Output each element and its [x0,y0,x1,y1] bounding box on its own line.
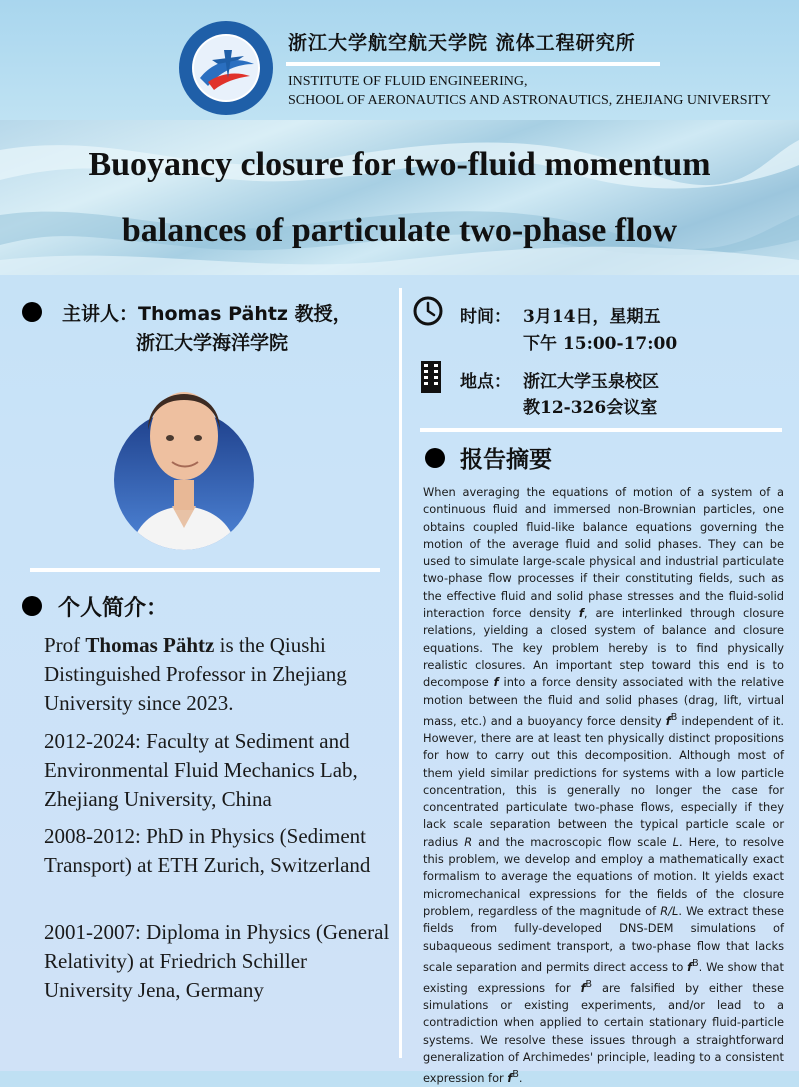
symbol-fB: f [507,1070,513,1085]
title-banner [0,120,799,275]
superscript-B: B [512,1069,519,1081]
speaker-name: 主讲人：Thomas Pähtz 教授， [62,303,352,325]
abstract-segment: are falsified by either these simulations or existing experiments, and/or lead to a contradiction when applied to certain stationary fluid-particle systems. We resolve these issues through a straightforward generalization of Archimedes' principle, leading to a consistent expression for [423,980,784,1085]
symbol-fB: f [687,959,693,974]
abstract-segment: into a force density associated with the relative motion between the fluid and solid phases (drag, lift, virtual mass, etc.) and a buoyancy force density [423,675,784,728]
institute-name-en-line1: INSTITUTE OF FLUID ENGINEERING, [288,74,528,89]
column-divider [399,288,402,1058]
bio-heading: 个人简介： [58,596,169,621]
bio-paragraph-4: 2001-2007: Diploma in Physics (General Relativity) at Friedrich Schiller University Jena, Germany [44,920,390,1002]
bullet-icon [22,302,42,322]
bio-text: is the Qiushi Distinguished Professor in Zhejiang University since 2023. [44,633,347,715]
symbol-f: f [578,606,584,621]
time-date: 3月14日，星期五 [523,307,661,327]
bio-paragraph-1 [44,631,390,718]
abstract-segment: . We extract these fields from fully-developed DNS-DEM simulations of subaqueous sediment transport, a two-phase flow that lacks scale separation and permits direct access to [423,903,784,974]
talk-title-line1: Buoyancy closure for two-fluid momentum [88,146,711,183]
speaker-affiliation: 浙江大学海洋学院 [136,332,289,354]
superscript-B: B [670,711,678,723]
symbol-fB: f [580,980,586,995]
clock-icon [413,296,443,326]
symbol-R-over-L: R/L [660,903,679,918]
symbol-f: f [493,675,499,690]
location-label: 地点： [460,372,511,392]
bio-speaker-name: Thomas Pähtz [85,633,215,657]
location-room: 教12-326会议室 [523,398,658,418]
bio-divider [30,568,380,572]
abstract-heading: 报告摘要 [460,447,552,473]
symbol-fB: f [665,713,671,728]
symbol-R: R [464,834,473,849]
bullet-icon [425,448,445,468]
superscript-B: B [692,957,699,969]
symbol-L: L [672,834,680,849]
abstract-text [423,484,784,1087]
abstract-segment: independent of it. However, there are at least ten physically distinct propositions for how to carry out this decomposition. Although most of them yield similar predictions for systems with a low particle concentration, this is generally no longer the case for concentrated particulate two-phase flows, especially if they lack scale separation between the typical particle scale or radius [423,713,784,849]
time-label: 时间： [460,307,511,327]
speaker-photo [108,360,260,550]
institute-name-cn: 浙江大学航空航天学院 流体工程研究所 [288,32,636,54]
marble-texture [0,120,799,275]
abstract-segment: , are interlinked through closure relations, yielding a closed system of balance and closure equations. The key problem hereby is to find physically realistic closures. An important step toward this end is to decompose [423,606,784,690]
abstract-segment: . Here, to resolve this problem, we develop and employ a mathematically exact formalism to average the equations of motion. It yields exact micromechanical expressions for the fields of the closure problem, regardless of the magnitude of [423,834,784,918]
time-hours: 下午 15:00-17:00 [523,334,678,354]
bio-paragraph-2: 2012-2024: Faculty at Sediment and Environmental Fluid Mechanics Lab, Zhejiang University, China [44,729,358,811]
location-campus: 浙江大学玉泉校区 [523,372,659,392]
talk-title-line2: balances of particulate two-phase flow [121,212,678,249]
abstract-segment: . [518,1070,523,1085]
building-icon [420,360,442,394]
abstract-divider [420,428,782,432]
bio-prefix: Prof [44,633,86,657]
abstract-segment: . We show that existing expressions for [423,959,785,995]
abstract-segment: and the macroscopic flow scale [472,834,673,849]
bio-paragraph-3: 2008-2012: PhD in Physics (Sediment Transport) at ETH Zurich, Switzerland [44,824,371,877]
superscript-B: B [585,978,593,990]
abstract-segment: When averaging the equations of motion of a system of a continuous fluid and immersed non-Brownian particles, one obtains coupled fluid-like balance equations governing the motion of the average fluid and solid phases. They can be used to simulate large-scale physical and industrial particulate two-phase flow processes if their constituting fields, such as the effective fluid and solid phase stresses and the fluid-solid interaction force density [423,485,784,621]
university-logo [178,20,274,116]
bullet-icon [22,596,42,616]
header-divider [286,62,660,66]
institute-name-en-line2: SCHOOL OF AERONAUTICS AND ASTRONAUTICS, ZHEJIANG UNIVERSITY [288,93,771,108]
